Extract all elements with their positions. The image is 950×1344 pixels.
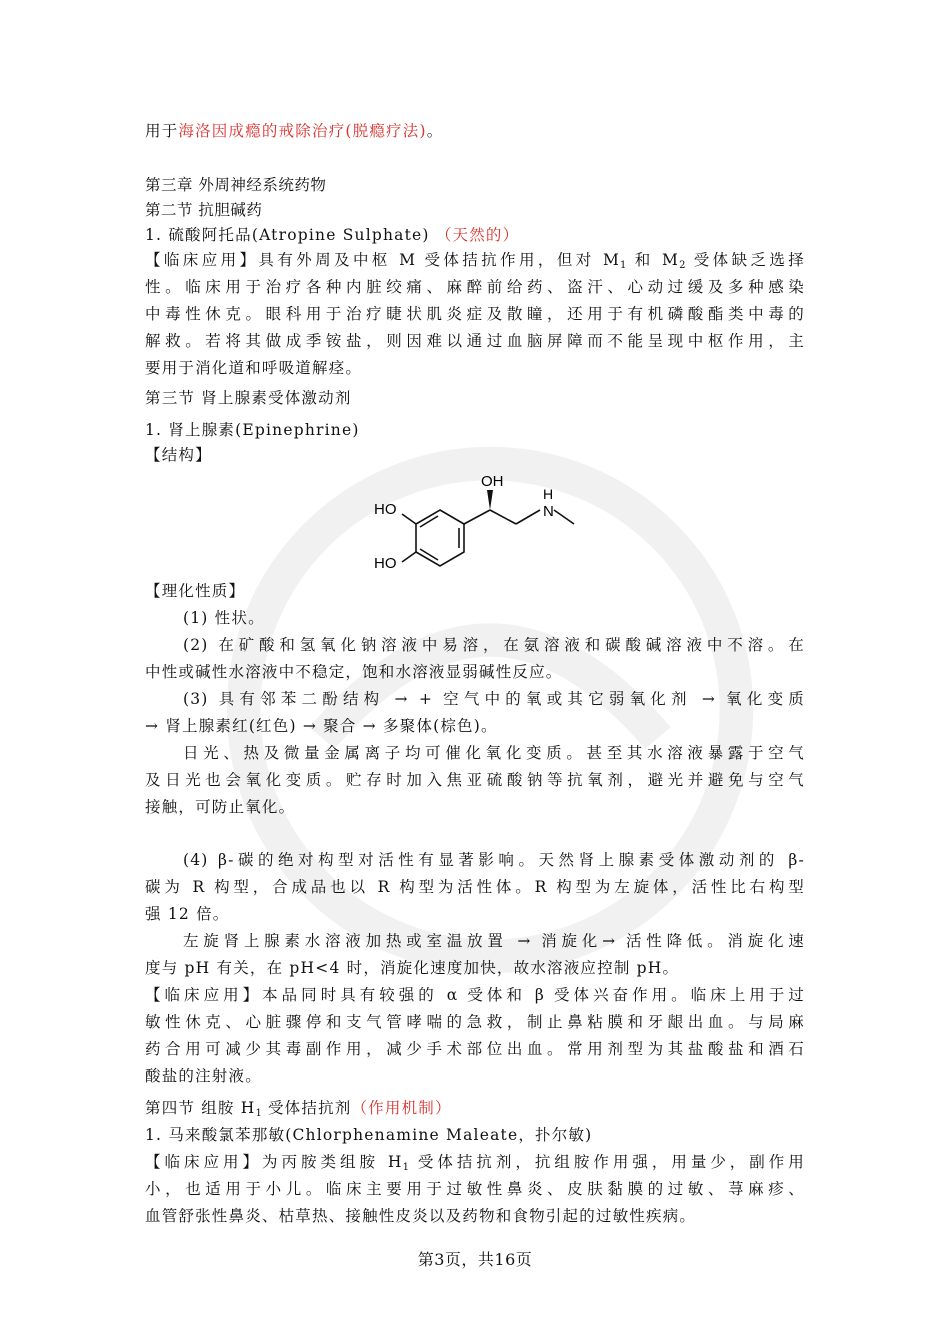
nitrogen-label: N bbox=[543, 503, 554, 520]
properties-label: 【理化性质】 bbox=[145, 582, 246, 600]
atropine-title bbox=[145, 224, 805, 246]
property-3-line-4: 及日光也会氧化变质。贮存时加入焦亚硫酸钠等抗氧剂，避光并避免与空气 bbox=[145, 771, 805, 789]
property-4-line-3: 强 12 倍。 bbox=[145, 905, 230, 923]
chlor-clinical-line-3: 血管舒张性鼻炎、枯草热、接触性皮炎以及药物和食物引起的过敏性疾病。 bbox=[145, 1207, 697, 1225]
text-part: 【临床应用】具有外周及中枢 M 受体拮抗作用，但对 M bbox=[145, 251, 621, 269]
subscript: 1 bbox=[255, 1108, 262, 1119]
atropine-title-text: 1. 硫酸阿托品(Atropine Sulphate) bbox=[145, 226, 430, 244]
atropine-tag: （天然的） bbox=[435, 226, 520, 244]
epi-clinical-line-1: 【临床应用】本品同时具有较强的 α 受体和 β 受体兴奋作用。临床上用于过 bbox=[145, 986, 805, 1004]
subscript: 1 bbox=[620, 260, 627, 271]
property-5-line-1: 左旋肾上腺素水溶液加热或室温放置 → 消旋化→ 活性降低。消旋化速 bbox=[183, 932, 805, 950]
property-3-line-1: (3) 具有邻苯二酚结构 → + 空气中的氧或其它弱氧化剂 → 氧化变质 bbox=[183, 690, 805, 708]
subscript: 2 bbox=[679, 260, 686, 271]
section-4-tag: （作用机制） bbox=[351, 1099, 452, 1117]
property-4-line-2: 碳为 R 构型，合成品也以 R 构型为活性体。R 构型为左旋体，活性比右构型 bbox=[145, 878, 805, 896]
intro-prefix: 用于 bbox=[145, 122, 179, 140]
intro-suffix: 。 bbox=[426, 122, 444, 140]
property-2-line-2: 中性或碱性水溶液中不稳定，饱和水溶液显弱碱性反应。 bbox=[145, 663, 563, 681]
property-3-line-2: → 肾上腺素红(红色) → 聚合 → 多聚体(棕色)。 bbox=[145, 717, 498, 735]
chapter-title: 第三章 外周神经系统药物 bbox=[145, 176, 327, 194]
epi-clinical-line-3: 药合用可减少其毒副作用，减少手术部位出血。常用剂型为其盐酸盐和酒石 bbox=[145, 1040, 805, 1058]
property-3-line-5: 接触，可防止氧化。 bbox=[145, 798, 296, 816]
section-4-title-text: 受体拮抗剂 bbox=[261, 1099, 352, 1117]
section-2-title: 第二节 抗胆碱药 bbox=[145, 201, 263, 219]
chlorphenamine-title: 1. 马来酸氯苯那敏(Chlorphenamine Maleate，扑尔敏) bbox=[145, 1126, 593, 1144]
text-part: 和 M bbox=[626, 251, 680, 269]
structure-label: 【结构】 bbox=[145, 446, 212, 464]
property-1: (1) 性状。 bbox=[183, 609, 265, 627]
hydrogen-label: H bbox=[543, 486, 554, 502]
hydroxyl-label: OH bbox=[481, 473, 504, 490]
atropine-clinical-line-1 bbox=[145, 249, 805, 277]
text-part: 受体缺乏选择 bbox=[685, 251, 805, 269]
intro-highlight: 海洛因成瘾的戒除治疗(脱瘾疗法) bbox=[178, 122, 427, 140]
chlor-clinical-line-1 bbox=[145, 1151, 805, 1179]
hydroxyl-label: HO bbox=[374, 555, 397, 572]
atropine-clinical-line-5: 要用于消化道和呼吸道解痉。 bbox=[145, 359, 363, 377]
property-5-line-2: 度与 pH 有关，在 pH<4 时，消旋化速度加快，故水溶液应控制 pH。 bbox=[145, 959, 680, 977]
intro-line bbox=[145, 120, 805, 142]
property-2-line-1: (2) 在矿酸和氢氧化钠溶液中易溶，在氨溶液和碳酸碱溶液中不溶。在 bbox=[183, 636, 805, 654]
atropine-clinical-line-3: 中毒性休克。眼科用于治疗睫状肌炎症及散瞳，还用于有机磷酸酯类中毒的 bbox=[145, 305, 805, 323]
property-4-line-1: (4) β-碳的绝对构型对活性有显著影响。天然肾上腺素受体激动剂的 β- bbox=[183, 851, 805, 869]
hydroxyl-label: HO bbox=[374, 501, 397, 518]
section-4-title-text: 第四节 组胺 H bbox=[145, 1099, 256, 1117]
text-part: 【临床应用】为丙胺类组胺 H bbox=[145, 1153, 403, 1171]
page-footer: 第3页，共16页 bbox=[417, 1250, 533, 1269]
text-part: 受体拮抗剂，抗组胺作用强，用量少，副作用 bbox=[408, 1153, 805, 1171]
epinephrine-structure bbox=[360, 468, 600, 578]
chlor-clinical-line-2: 小，也适用于小儿。临床主要用于过敏性鼻炎、皮肤黏膜的过敏、荨麻疹、 bbox=[145, 1180, 805, 1198]
subscript: 1 bbox=[402, 1162, 409, 1173]
property-3-line-3: 日光、热及微量金属离子均可催化氧化变质。甚至其水溶液暴露于空气 bbox=[183, 744, 805, 762]
section-3-title: 第三节 肾上腺素受体激动剂 bbox=[145, 389, 352, 407]
epinephrine-title: 1. 肾上腺素(Epinephrine) bbox=[145, 421, 360, 439]
atropine-clinical-line-4: 解救。若将其做成季铵盐，则因难以通过血脑屏障而不能呈现中枢作用，主 bbox=[145, 332, 805, 350]
epi-clinical-line-4: 酸盐的注射液。 bbox=[145, 1067, 262, 1085]
section-4-title bbox=[145, 1097, 805, 1125]
epi-clinical-line-2: 敏性休克、心脏骤停和支气管哮喘的急救，制止鼻粘膜和牙龈出血。与局麻 bbox=[145, 1013, 805, 1031]
atropine-clinical-line-2: 性。临床用于治疗各种内脏绞痛、麻醉前给药、盗汗、心动过缓及多种感染 bbox=[145, 278, 805, 296]
